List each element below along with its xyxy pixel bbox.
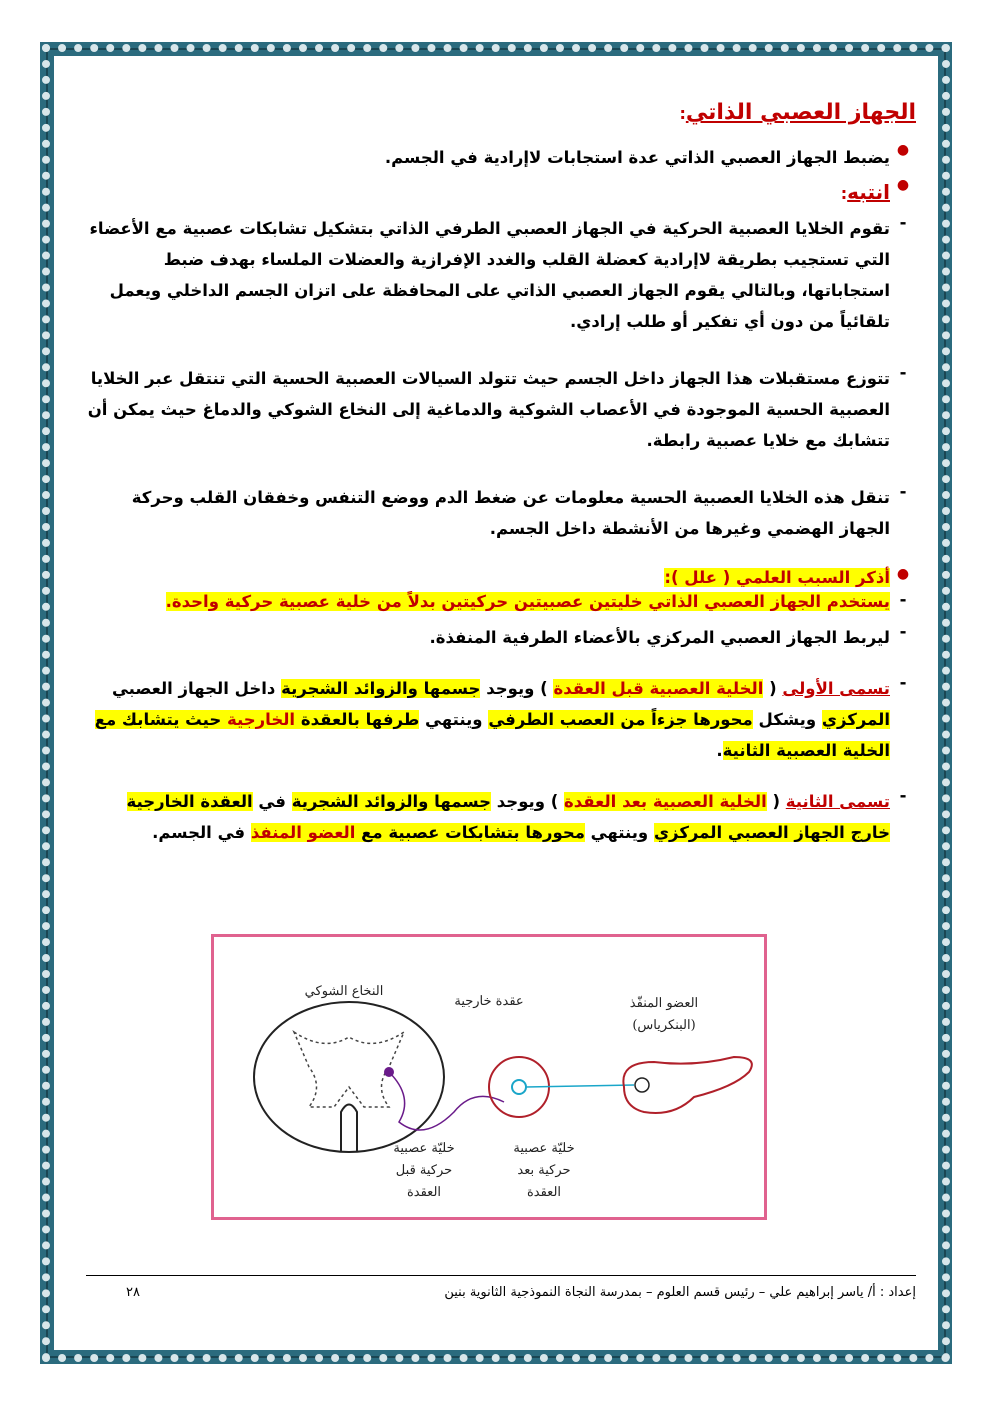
footer-divider xyxy=(86,1275,916,1276)
label-ganglion: عقدة خارجية xyxy=(454,994,524,1009)
reason-question-item xyxy=(86,590,916,614)
reason-answer: ليربط الجهاز العصبي المركزي بالأعضاء الطرفية المنفذة. xyxy=(429,628,890,647)
footer xyxy=(86,1285,916,1300)
dash-icon: - xyxy=(899,786,907,805)
paragraph-text: تتوزع مستقبلات هذا الجهاز داخل الجسم حيث تتولد السيالات العصبية الحسية التي تنتقل عبر الخلايا العصبية الحسية الموجودة في الأعصاب الشوكية والدماغية إلى النخاع الشوكي والدماغ حيث يمكن أن تتشابك مع خلايا عصبية رابطة. xyxy=(87,369,890,450)
label-pre-3: العقدة xyxy=(406,1185,442,1200)
pre-neuron-axon xyxy=(389,1072,504,1130)
dash-icon: - xyxy=(899,673,907,692)
label-spinal-cord: النخاع الشوكي xyxy=(304,984,384,999)
paragraph-text: تنقل هذه الخلايا العصبية الحسية معلومات عن ضغط الدم ووضع التنفس وخفقان القلب وحركة الجهاز الهضمي وغيرها من الأنشطة داخل الجسم. xyxy=(131,488,890,538)
effector-synapse xyxy=(635,1078,649,1092)
dash-icon: - xyxy=(899,482,907,501)
bullet-dot-icon: ● xyxy=(896,566,910,582)
main-content xyxy=(86,100,916,852)
label-post-3: العقدة xyxy=(526,1185,562,1200)
reason-question: يستخدم الجهاز العصبي الذاتي خليتين عصبيتين حركيتين بدلاً من خلية عصبية حركية واحدة. xyxy=(165,592,890,611)
page-body xyxy=(66,70,926,1340)
attention-item xyxy=(86,177,916,209)
dash-icon: - xyxy=(899,590,907,609)
pancreas-shape xyxy=(623,1057,751,1113)
label-post-2: حركية بعد xyxy=(517,1163,571,1178)
first-neuron-text: تسمى الأولى ( الخلية العصبية قبل العقدة ) ويوجد جسمها والزوائد الشجرية داخل الجهاز العصبي المركزي ويشكل محورها جزءاً من العصب الطرفي وينتهي طرفها بالعقدة الخارجية حيث يتشابك مع الخلية العصبية الثانية. xyxy=(94,679,890,760)
intro-item xyxy=(86,142,916,173)
dash-icon: - xyxy=(899,213,907,232)
label-effector-2: (البنكرياس) xyxy=(632,1018,696,1033)
neuron-diagram xyxy=(211,934,767,1220)
second-neuron-item xyxy=(86,786,916,848)
spinal-fissure xyxy=(341,1105,357,1153)
paragraph-item xyxy=(86,363,916,456)
footer-author: إعداد : أ/ ياسر إبراهيم علي – رئيس قسم العلوم – بمدرسة النجاة النموذجية الثانوية بنين xyxy=(444,1285,916,1300)
reason-heading: أذكر السبب العلمي ( علل ): xyxy=(664,568,890,587)
reason-heading-item xyxy=(86,566,916,590)
title-row xyxy=(86,100,916,134)
dash-icon: - xyxy=(899,622,907,641)
paragraph-text: تقوم الخلايا العصبية الحركية في الجهاز العصبي الطرفي الذاتي بتشكيل تشابكات عصبية مع الأعضاء التي تستجيب بطريقة لاإرادية كعضلة القلب والغدد الإفرازية والعضلات الملساء بهدف ضبط استجاباتها، وبالتالي يقوم الجهاز العصبي الذاتي على المحافظة على اتزان الجسم الداخلي ويعمل تلقائياً من دون أي تفكير أو طلب إرادي. xyxy=(89,219,890,331)
page-number: ٢٨ xyxy=(126,1285,140,1300)
bullet-dot-icon: ● xyxy=(896,177,910,193)
post-neuron-axon xyxy=(526,1085,634,1087)
label-pre-2: حركية قبل xyxy=(395,1163,453,1178)
label-post-1: خليّة عصبية xyxy=(513,1141,575,1156)
reason-answer-item xyxy=(86,622,916,653)
first-neuron-item xyxy=(86,673,916,766)
page-title: الجهاز العصبي الذاتي xyxy=(685,100,916,125)
label-effector-1: العضو المنفّذ xyxy=(629,996,699,1011)
attention-label: انتبه xyxy=(847,180,890,204)
attention-colon: : xyxy=(840,184,848,203)
bullet-dot-icon: ● xyxy=(896,142,910,158)
paragraph-item xyxy=(86,213,916,337)
title-colon: : xyxy=(679,104,686,123)
post-neuron-body xyxy=(512,1080,526,1094)
second-neuron-text: تسمى الثانية ( الخلية العصبية بعد العقدة ) ويوجد جسمها والزوائد الشجرية في العقدة الخارجية خارج الجهاز العصبي المركزي وينتهي محورها بتشابكات عصبية مع العضو المنفذ في الجسم. xyxy=(126,792,890,842)
diagram-svg xyxy=(214,937,764,1217)
paragraph-item xyxy=(86,482,916,544)
dash-icon: - xyxy=(899,363,907,382)
intro-text: يضبط الجهاز العصبي الذاتي عدة استجابات لاإرادية في الجسم. xyxy=(384,148,890,167)
label-pre-1: خليّة عصبية xyxy=(393,1141,455,1156)
